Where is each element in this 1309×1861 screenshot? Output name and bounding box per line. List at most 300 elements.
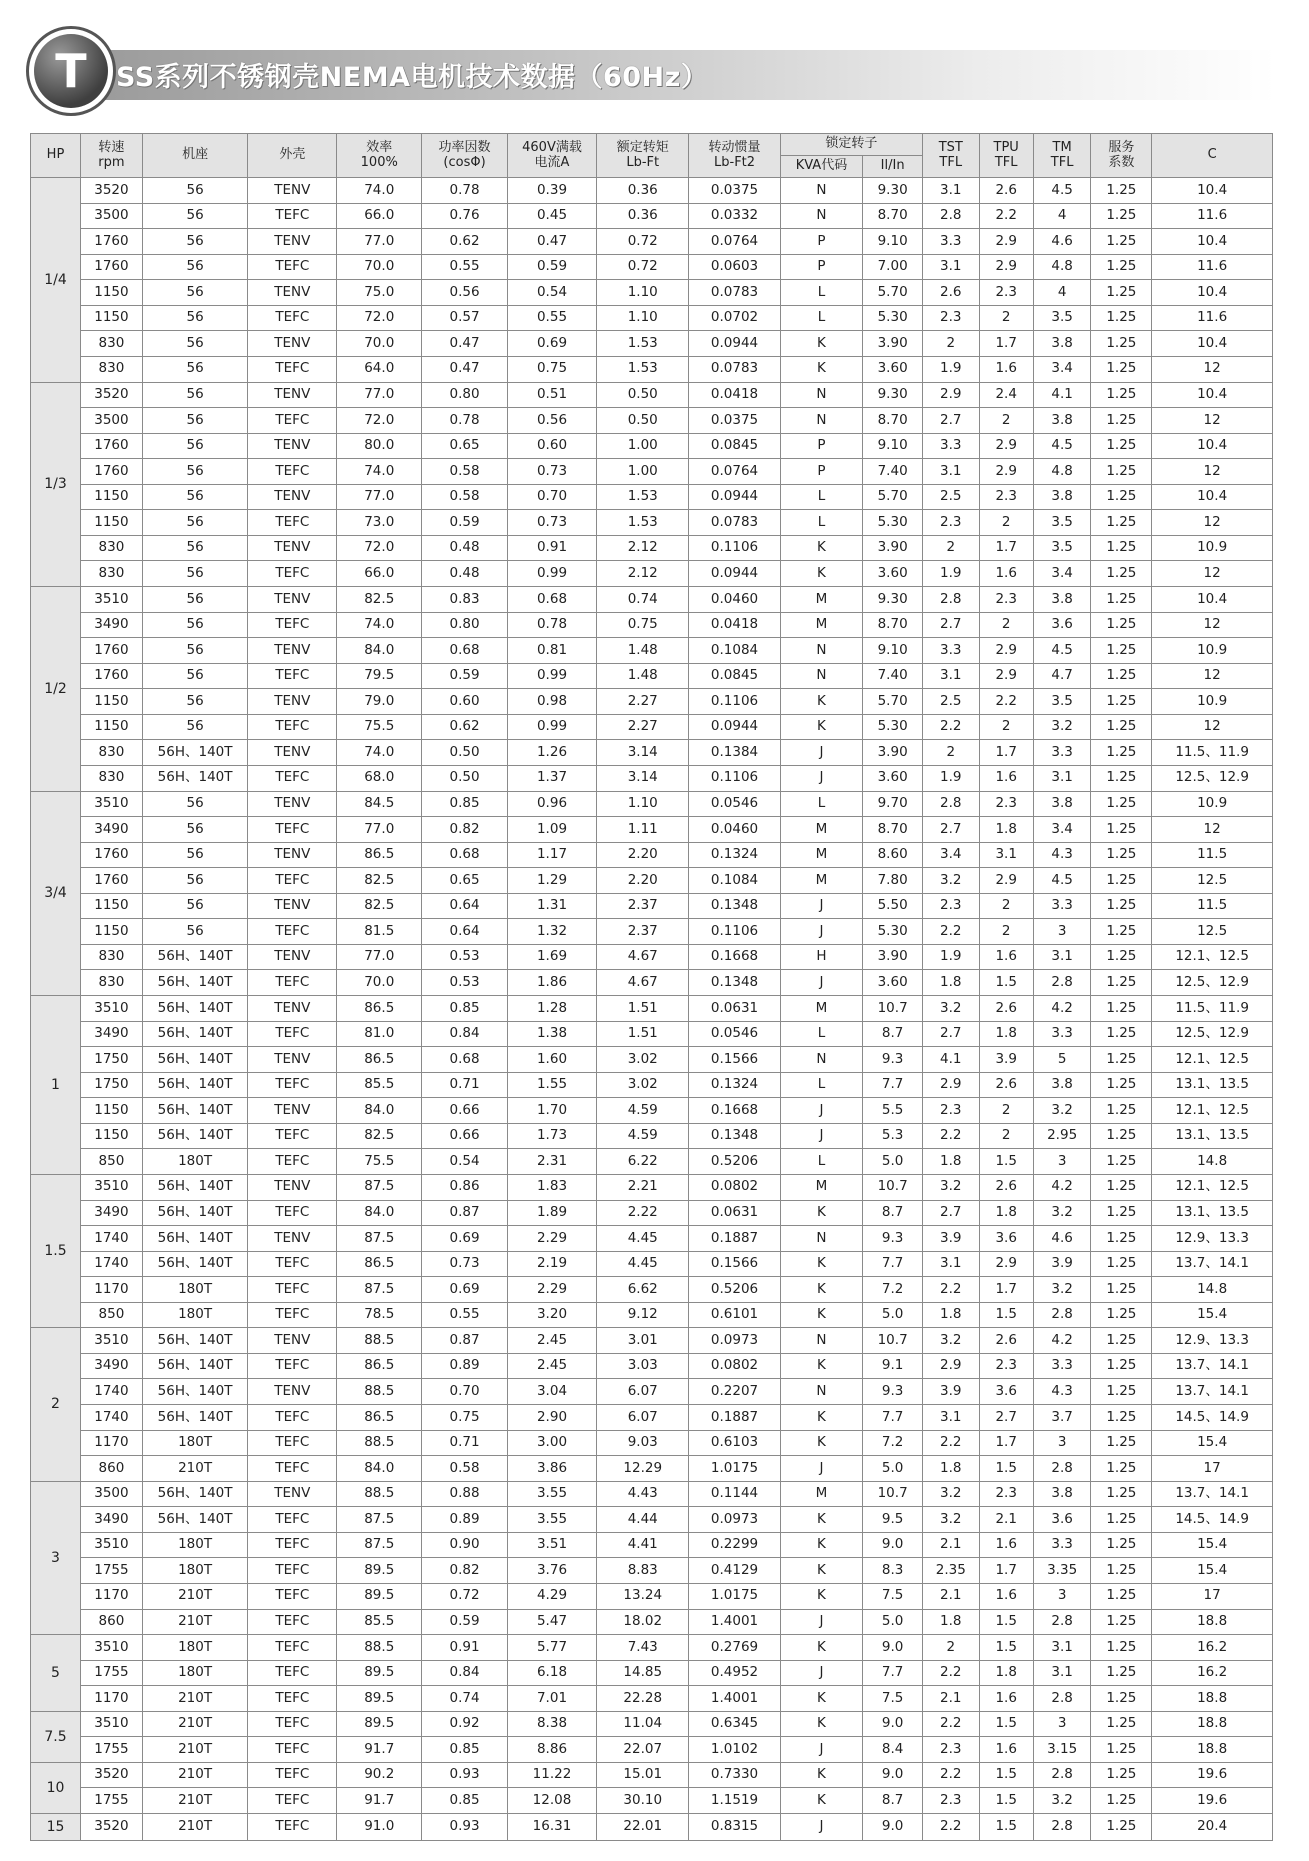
tm-cell: 2.8 [1033, 1762, 1091, 1788]
efficiency-cell: 87.5 [337, 1226, 422, 1252]
power-factor-cell: 0.87 [422, 1200, 508, 1226]
inertia-cell: 0.0631 [689, 996, 780, 1022]
c-cell: 10.4 [1152, 178, 1273, 204]
speed-cell: 3510 [80, 1174, 142, 1200]
kva-code-cell: N [780, 1379, 863, 1405]
tst-cell: 3.1 [923, 1251, 980, 1277]
tm-cell: 4.3 [1033, 1379, 1091, 1405]
tst-cell: 2.7 [923, 1200, 980, 1226]
col-tst: TST TFL [923, 134, 980, 178]
il-in-cell: 9.0 [863, 1635, 923, 1661]
tst-cell: 2.7 [923, 408, 980, 434]
enclosure-cell: TEFC [248, 1711, 337, 1737]
current-cell: 0.51 [507, 382, 596, 408]
enclosure-cell: TEFC [248, 1507, 337, 1533]
table-row [31, 203, 1273, 229]
c-cell: 14.5、14.9 [1152, 1405, 1273, 1431]
tst-cell: 3.3 [923, 433, 980, 459]
torque-cell: 1.53 [597, 510, 689, 536]
power-factor-cell: 0.66 [422, 1123, 508, 1149]
service-factor-cell: 1.25 [1091, 1788, 1152, 1814]
il-in-cell: 7.5 [863, 1583, 923, 1609]
c-cell: 12.1、12.5 [1152, 944, 1273, 970]
tpu-cell: 1.7 [979, 1558, 1033, 1584]
enclosure-cell: TEFC [248, 1456, 337, 1482]
current-cell: 1.83 [507, 1174, 596, 1200]
current-cell: 1.17 [507, 842, 596, 868]
tst-cell: 2.2 [923, 919, 980, 945]
torque-cell: 22.01 [597, 1814, 689, 1841]
c-cell: 20.4 [1152, 1814, 1273, 1841]
speed-cell: 1150 [80, 510, 142, 536]
il-in-cell: 9.70 [863, 791, 923, 817]
il-in-cell: 5.70 [863, 484, 923, 510]
tpu-cell: 1.5 [979, 1711, 1033, 1737]
tm-cell: 4.8 [1033, 254, 1091, 280]
current-cell: 2.45 [507, 1328, 596, 1354]
speed-cell: 830 [80, 331, 142, 357]
tm-cell: 3.4 [1033, 817, 1091, 843]
service-factor-cell: 1.25 [1091, 1430, 1152, 1456]
inertia-cell: 0.0783 [689, 510, 780, 536]
table-row [31, 229, 1273, 255]
tst-cell: 3.1 [923, 663, 980, 689]
efficiency-cell: 75.5 [337, 714, 422, 740]
c-cell: 18.8 [1152, 1737, 1273, 1763]
tpu-cell: 1.5 [979, 1635, 1033, 1661]
enclosure-cell: TEFC [248, 408, 337, 434]
inertia-cell: 0.0375 [689, 178, 780, 204]
speed-cell: 1150 [80, 893, 142, 919]
current-cell: 1.29 [507, 868, 596, 894]
tpu-cell: 2.3 [979, 791, 1033, 817]
efficiency-cell: 66.0 [337, 203, 422, 229]
table-row [31, 1583, 1273, 1609]
tst-cell: 4.1 [923, 1047, 980, 1073]
tst-cell: 2.2 [923, 1277, 980, 1303]
service-factor-cell: 1.25 [1091, 1072, 1152, 1098]
inertia-cell: 0.1106 [689, 689, 780, 715]
enclosure-cell: TENV [248, 638, 337, 664]
current-cell: 0.47 [507, 229, 596, 255]
tm-cell: 4.6 [1033, 229, 1091, 255]
inertia-cell: 0.1566 [689, 1251, 780, 1277]
enclosure-cell: TEFC [248, 1072, 337, 1098]
kva-code-cell: K [780, 714, 863, 740]
enclosure-cell: TEFC [248, 1430, 337, 1456]
efficiency-cell: 74.0 [337, 459, 422, 485]
tm-cell: 3.8 [1033, 1481, 1091, 1507]
enclosure-cell: TENV [248, 535, 337, 561]
power-factor-cell: 0.88 [422, 1481, 508, 1507]
frame-cell: 180T [142, 1430, 247, 1456]
table-row [31, 842, 1273, 868]
c-cell: 18.8 [1152, 1686, 1273, 1712]
current-cell: 0.39 [507, 178, 596, 204]
tpu-cell: 2 [979, 1123, 1033, 1149]
inertia-cell: 0.0418 [689, 382, 780, 408]
kva-code-cell: M [780, 1481, 863, 1507]
c-cell: 10.4 [1152, 433, 1273, 459]
service-factor-cell: 1.25 [1091, 1558, 1152, 1584]
torque-cell: 3.02 [597, 1047, 689, 1073]
table-row [31, 1226, 1273, 1252]
frame-cell: 210T [142, 1686, 247, 1712]
c-cell: 16.2 [1152, 1660, 1273, 1686]
kva-code-cell: K [780, 1405, 863, 1431]
kva-code-cell: P [780, 459, 863, 485]
col-inertia: 转动惯量 Lb-Ft2 [689, 134, 780, 178]
current-cell: 0.73 [507, 510, 596, 536]
tm-cell: 4.5 [1033, 868, 1091, 894]
speed-cell: 1170 [80, 1686, 142, 1712]
frame-cell: 56H、140T [142, 1021, 247, 1047]
tm-cell: 4.7 [1033, 663, 1091, 689]
frame-cell: 180T [142, 1149, 247, 1175]
table-row [31, 1405, 1273, 1431]
torque-cell: 14.85 [597, 1660, 689, 1686]
service-factor-cell: 1.25 [1091, 1047, 1152, 1073]
kva-code-cell: K [780, 535, 863, 561]
power-factor-cell: 0.80 [422, 612, 508, 638]
hp-cell: 1 [31, 996, 81, 1175]
inertia-cell: 0.5206 [689, 1149, 780, 1175]
tm-cell: 3.8 [1033, 587, 1091, 613]
current-cell: 0.98 [507, 689, 596, 715]
c-cell: 14.8 [1152, 1277, 1273, 1303]
enclosure-cell: TEFC [248, 1021, 337, 1047]
torque-cell: 9.03 [597, 1430, 689, 1456]
torque-cell: 2.21 [597, 1174, 689, 1200]
efficiency-cell: 87.5 [337, 1507, 422, 1533]
service-factor-cell: 1.25 [1091, 1481, 1152, 1507]
tpu-cell: 2 [979, 408, 1033, 434]
efficiency-cell: 89.5 [337, 1711, 422, 1737]
tst-cell: 1.8 [923, 1609, 980, 1635]
c-cell: 14.8 [1152, 1149, 1273, 1175]
torque-cell: 1.10 [597, 791, 689, 817]
inertia-cell: 1.0175 [689, 1456, 780, 1482]
enclosure-cell: TEFC [248, 970, 337, 996]
power-factor-cell: 0.71 [422, 1072, 508, 1098]
frame-cell: 56 [142, 433, 247, 459]
speed-cell: 830 [80, 944, 142, 970]
table-row [31, 1251, 1273, 1277]
frame-cell: 56H、140T [142, 1379, 247, 1405]
kva-code-cell: N [780, 638, 863, 664]
speed-cell: 3520 [80, 382, 142, 408]
c-cell: 19.6 [1152, 1788, 1273, 1814]
c-cell: 10.4 [1152, 280, 1273, 306]
frame-cell: 56H、140T [142, 1072, 247, 1098]
tst-cell: 2.2 [923, 714, 980, 740]
inertia-cell: 0.1668 [689, 1098, 780, 1124]
table-row [31, 1353, 1273, 1379]
power-factor-cell: 0.64 [422, 919, 508, 945]
c-cell: 11.5 [1152, 842, 1273, 868]
il-in-cell: 5.50 [863, 893, 923, 919]
kva-code-cell: K [780, 689, 863, 715]
kva-code-cell: M [780, 1174, 863, 1200]
il-in-cell: 5.0 [863, 1149, 923, 1175]
tm-cell: 4.2 [1033, 996, 1091, 1022]
speed-cell: 850 [80, 1149, 142, 1175]
enclosure-cell: TEFC [248, 1660, 337, 1686]
kva-code-cell: J [780, 765, 863, 791]
efficiency-cell: 89.5 [337, 1686, 422, 1712]
tm-cell: 3.7 [1033, 1405, 1091, 1431]
kva-code-cell: J [780, 970, 863, 996]
tpu-cell: 1.5 [979, 970, 1033, 996]
kva-code-cell: L [780, 484, 863, 510]
tst-cell: 2 [923, 331, 980, 357]
efficiency-cell: 82.5 [337, 893, 422, 919]
tpu-cell: 3.6 [979, 1226, 1033, 1252]
kva-code-cell: K [780, 1686, 863, 1712]
enclosure-cell: TEFC [248, 1277, 337, 1303]
tm-cell: 3.9 [1033, 1251, 1091, 1277]
torque-cell: 13.24 [597, 1583, 689, 1609]
hp-cell: 10 [31, 1762, 81, 1813]
speed-cell: 1150 [80, 1098, 142, 1124]
service-factor-cell: 1.25 [1091, 1456, 1152, 1482]
torque-cell: 1.53 [597, 331, 689, 357]
tpu-cell: 1.6 [979, 1737, 1033, 1763]
kva-code-cell: J [780, 1737, 863, 1763]
tm-cell: 3.8 [1033, 408, 1091, 434]
service-factor-cell: 1.25 [1091, 612, 1152, 638]
tst-cell: 1.9 [923, 561, 980, 587]
speed-cell: 1755 [80, 1788, 142, 1814]
enclosure-cell: TENV [248, 484, 337, 510]
col-torque: 额定转矩 Lb-Ft [597, 134, 689, 178]
c-cell: 12.5、12.9 [1152, 970, 1273, 996]
c-cell: 14.5、14.9 [1152, 1507, 1273, 1533]
inertia-cell: 0.1348 [689, 1123, 780, 1149]
current-cell: 3.20 [507, 1302, 596, 1328]
power-factor-cell: 0.82 [422, 1558, 508, 1584]
frame-cell: 210T [142, 1788, 247, 1814]
power-factor-cell: 0.53 [422, 944, 508, 970]
tpu-cell: 2.2 [979, 203, 1033, 229]
kva-code-cell: N [780, 178, 863, 204]
power-factor-cell: 0.93 [422, 1814, 508, 1841]
c-cell: 11.6 [1152, 305, 1273, 331]
frame-cell: 56H、140T [142, 1123, 247, 1149]
efficiency-cell: 66.0 [337, 561, 422, 587]
tm-cell: 3.5 [1033, 510, 1091, 536]
service-factor-cell: 1.25 [1091, 791, 1152, 817]
current-cell: 1.38 [507, 1021, 596, 1047]
c-cell: 15.4 [1152, 1558, 1273, 1584]
il-in-cell: 5.0 [863, 1456, 923, 1482]
current-cell: 3.76 [507, 1558, 596, 1584]
il-in-cell: 3.60 [863, 561, 923, 587]
tst-cell: 3.2 [923, 868, 980, 894]
col-service-factor: 服务 系数 [1091, 134, 1152, 178]
tpu-cell: 1.5 [979, 1149, 1033, 1175]
c-cell: 13.7、14.1 [1152, 1481, 1273, 1507]
inertia-cell: 0.4952 [689, 1660, 780, 1686]
torque-cell: 0.75 [597, 612, 689, 638]
speed-cell: 3490 [80, 1200, 142, 1226]
enclosure-cell: TEFC [248, 254, 337, 280]
kva-code-cell: N [780, 1328, 863, 1354]
current-cell: 1.70 [507, 1098, 596, 1124]
inertia-cell: 0.0802 [689, 1174, 780, 1200]
current-cell: 2.29 [507, 1277, 596, 1303]
efficiency-cell: 74.0 [337, 740, 422, 766]
efficiency-cell: 86.5 [337, 996, 422, 1022]
col-current: 460V满载 电流A [507, 134, 596, 178]
enclosure-cell: TENV [248, 1379, 337, 1405]
speed-cell: 860 [80, 1456, 142, 1482]
c-cell: 13.1、13.5 [1152, 1072, 1273, 1098]
il-in-cell: 9.5 [863, 1507, 923, 1533]
torque-cell: 0.74 [597, 587, 689, 613]
tm-cell: 3.8 [1033, 484, 1091, 510]
il-in-cell: 7.2 [863, 1277, 923, 1303]
efficiency-cell: 87.5 [337, 1532, 422, 1558]
c-cell: 13.7、14.1 [1152, 1379, 1273, 1405]
torque-cell: 7.43 [597, 1635, 689, 1661]
kva-code-cell: K [780, 1583, 863, 1609]
inertia-cell: 1.1519 [689, 1788, 780, 1814]
service-factor-cell: 1.25 [1091, 356, 1152, 382]
frame-cell: 180T [142, 1558, 247, 1584]
enclosure-cell: TEFC [248, 1532, 337, 1558]
service-factor-cell: 1.25 [1091, 996, 1152, 1022]
c-cell: 15.4 [1152, 1430, 1273, 1456]
il-in-cell: 5.30 [863, 714, 923, 740]
efficiency-cell: 91.7 [337, 1788, 422, 1814]
power-factor-cell: 0.47 [422, 331, 508, 357]
torque-cell: 4.67 [597, 970, 689, 996]
inertia-cell: 0.1324 [689, 842, 780, 868]
enclosure-cell: TEFC [248, 1635, 337, 1661]
service-factor-cell: 1.25 [1091, 1302, 1152, 1328]
frame-cell: 56H、140T [142, 1047, 247, 1073]
tst-cell: 1.8 [923, 1149, 980, 1175]
frame-cell: 56 [142, 484, 247, 510]
current-cell: 0.56 [507, 408, 596, 434]
current-cell: 0.81 [507, 638, 596, 664]
inertia-cell: 0.1348 [689, 970, 780, 996]
kva-code-cell: J [780, 1660, 863, 1686]
power-factor-cell: 0.58 [422, 484, 508, 510]
tm-cell: 3.2 [1033, 1277, 1091, 1303]
inertia-cell: 0.0631 [689, 1200, 780, 1226]
torque-cell: 4.44 [597, 1507, 689, 1533]
il-in-cell: 5.70 [863, 280, 923, 306]
power-factor-cell: 0.83 [422, 587, 508, 613]
service-factor-cell: 1.25 [1091, 765, 1152, 791]
current-cell: 0.99 [507, 561, 596, 587]
speed-cell: 1760 [80, 254, 142, 280]
table-row [31, 535, 1273, 561]
table-row [31, 1635, 1273, 1661]
tm-cell: 4.8 [1033, 459, 1091, 485]
tpu-cell: 2.3 [979, 1353, 1033, 1379]
current-cell: 1.60 [507, 1047, 596, 1073]
speed-cell: 1760 [80, 842, 142, 868]
tpu-cell: 2.6 [979, 1072, 1033, 1098]
tm-cell: 2.8 [1033, 1686, 1091, 1712]
tm-cell: 3.3 [1033, 740, 1091, 766]
tst-cell: 1.9 [923, 944, 980, 970]
il-in-cell: 10.7 [863, 1328, 923, 1354]
kva-code-cell: K [780, 1532, 863, 1558]
il-in-cell: 5.30 [863, 510, 923, 536]
torque-cell: 2.12 [597, 535, 689, 561]
il-in-cell: 8.60 [863, 842, 923, 868]
speed-cell: 3490 [80, 817, 142, 843]
tpu-cell: 1.6 [979, 944, 1033, 970]
efficiency-cell: 70.0 [337, 970, 422, 996]
il-in-cell: 5.5 [863, 1098, 923, 1124]
c-cell: 13.7、14.1 [1152, 1353, 1273, 1379]
enclosure-cell: TENV [248, 280, 337, 306]
page-title: SS系列不锈钢壳NEMA电机技术数据（60Hz） [116, 62, 709, 93]
service-factor-cell: 1.25 [1091, 535, 1152, 561]
current-cell: 16.31 [507, 1814, 596, 1841]
power-factor-cell: 0.50 [422, 765, 508, 791]
power-factor-cell: 0.84 [422, 1660, 508, 1686]
frame-cell: 180T [142, 1302, 247, 1328]
kva-code-cell: K [780, 1430, 863, 1456]
table-row [31, 178, 1273, 204]
table-row [31, 1814, 1273, 1841]
speed-cell: 850 [80, 1302, 142, 1328]
inertia-cell: 0.6101 [689, 1302, 780, 1328]
tpu-cell: 2 [979, 714, 1033, 740]
current-cell: 1.69 [507, 944, 596, 970]
frame-cell: 180T [142, 1660, 247, 1686]
frame-cell: 210T [142, 1711, 247, 1737]
tpu-cell: 2.3 [979, 280, 1033, 306]
inertia-cell: 0.1566 [689, 1047, 780, 1073]
il-in-cell: 8.7 [863, 1200, 923, 1226]
il-in-cell: 10.7 [863, 1481, 923, 1507]
tpu-cell: 1.7 [979, 740, 1033, 766]
torque-cell: 3.01 [597, 1328, 689, 1354]
tm-cell: 3.1 [1033, 1635, 1091, 1661]
kva-code-cell: J [780, 1609, 863, 1635]
speed-cell: 1150 [80, 919, 142, 945]
power-factor-cell: 0.57 [422, 305, 508, 331]
tm-cell: 2.95 [1033, 1123, 1091, 1149]
tm-cell: 5 [1033, 1047, 1091, 1073]
table-row [31, 1430, 1273, 1456]
table-row [31, 612, 1273, 638]
inertia-cell: 0.1106 [689, 919, 780, 945]
power-factor-cell: 0.73 [422, 1251, 508, 1277]
torque-cell: 9.12 [597, 1302, 689, 1328]
enclosure-cell: TEFC [248, 1737, 337, 1763]
frame-cell: 56 [142, 178, 247, 204]
tm-cell: 3.2 [1033, 1788, 1091, 1814]
speed-cell: 830 [80, 765, 142, 791]
service-factor-cell: 1.25 [1091, 689, 1152, 715]
frame-cell: 56 [142, 305, 247, 331]
il-in-cell: 9.30 [863, 178, 923, 204]
efficiency-cell: 88.5 [337, 1379, 422, 1405]
power-factor-cell: 0.56 [422, 280, 508, 306]
torque-cell: 4.41 [597, 1532, 689, 1558]
frame-cell: 56 [142, 791, 247, 817]
tpu-cell: 2 [979, 510, 1033, 536]
torque-cell: 2.22 [597, 1200, 689, 1226]
